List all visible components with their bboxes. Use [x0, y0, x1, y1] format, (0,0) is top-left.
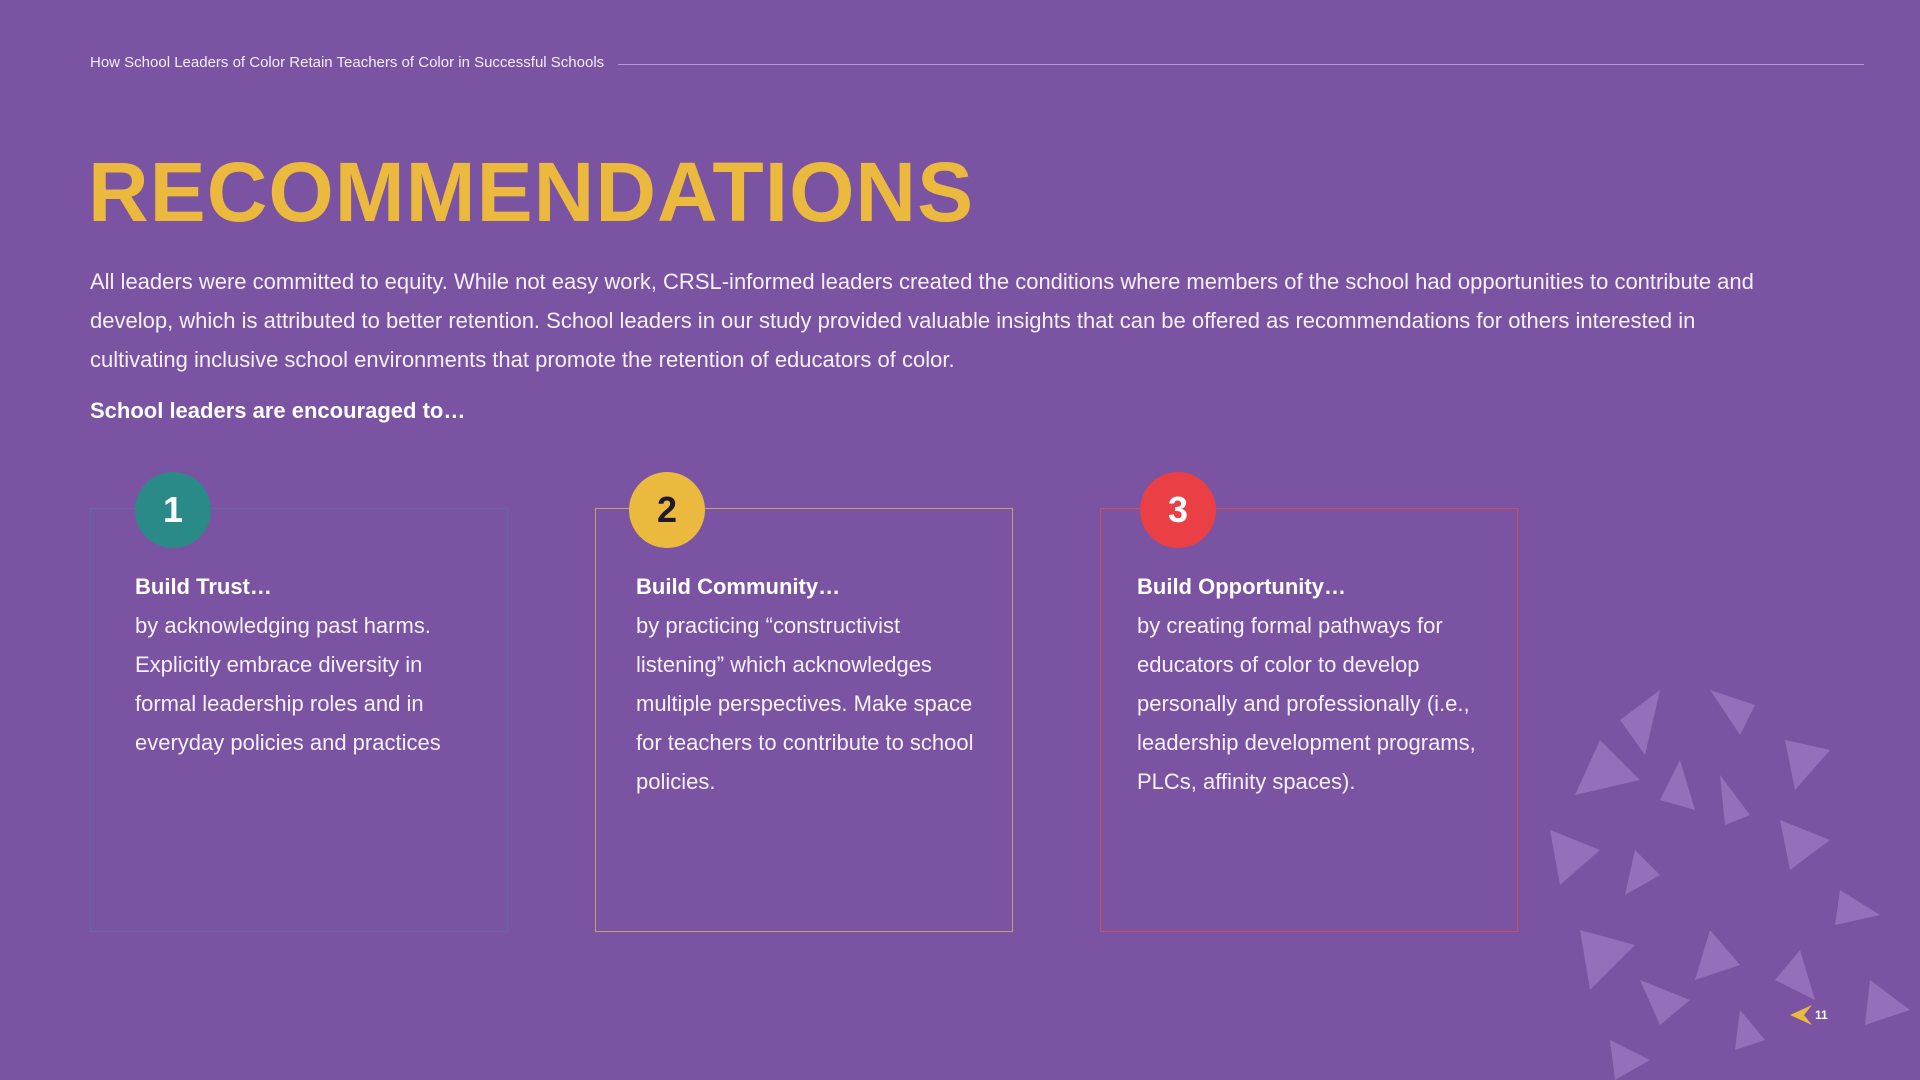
- card-heading-1: Build Trust…: [135, 574, 272, 599]
- page-number: 11: [1815, 1008, 1828, 1022]
- recommendation-card-1: [90, 489, 508, 932]
- card-text-3: by creating formal pathways for educators of color to develop personally and professionally (i.e., leadership development programs, PLCs, affinity spaces).: [1137, 613, 1476, 794]
- card-text-2: by practicing “constructivist listening” which acknowledges multiple perspectives. Make space for teachers to contribute to school policies.: [636, 613, 974, 794]
- number-badge-3: 3: [1140, 472, 1216, 548]
- card-heading-3: Build Opportunity…: [1137, 574, 1346, 599]
- chevron-left-icon: [1790, 1005, 1812, 1025]
- number-badge-1: 1: [135, 472, 211, 548]
- running-title: How School Leaders of Color Retain Teachers of Color in Successful Schools: [90, 54, 605, 71]
- intro-paragraph: All leaders were committed to equity. While not easy work, CRSL-informed leaders created the conditions where members of the school had opportunities to contribute and develop, which is attributed to better retention. School leaders in our study provided valuable insights that can be offered as recommendations for others interested in cultivating inclusive school environments that promote the retention of educators of color.: [90, 269, 1754, 372]
- recommendation-card-2: [595, 489, 1013, 932]
- number-badge-2: 2: [629, 472, 705, 548]
- page-footer: [1790, 1005, 1828, 1025]
- card-body-3: [1137, 567, 1487, 801]
- running-header: [90, 54, 1864, 71]
- page-title: RECOMMENDATIONS: [88, 145, 975, 239]
- header-rule: [618, 64, 1864, 65]
- card-body-2: [636, 567, 982, 801]
- lead-in-text: School leaders are encouraged to…: [90, 398, 466, 423]
- card-text-1: by acknowledging past harms. Explicitly embrace diversity in formal leadership roles and in everyday policies and practices: [135, 613, 441, 755]
- recommendation-card-3: [1100, 489, 1518, 932]
- card-heading-2: Build Community…: [636, 574, 841, 599]
- decorative-arrow-burst: [1540, 680, 1920, 1080]
- card-body-1: [135, 567, 477, 762]
